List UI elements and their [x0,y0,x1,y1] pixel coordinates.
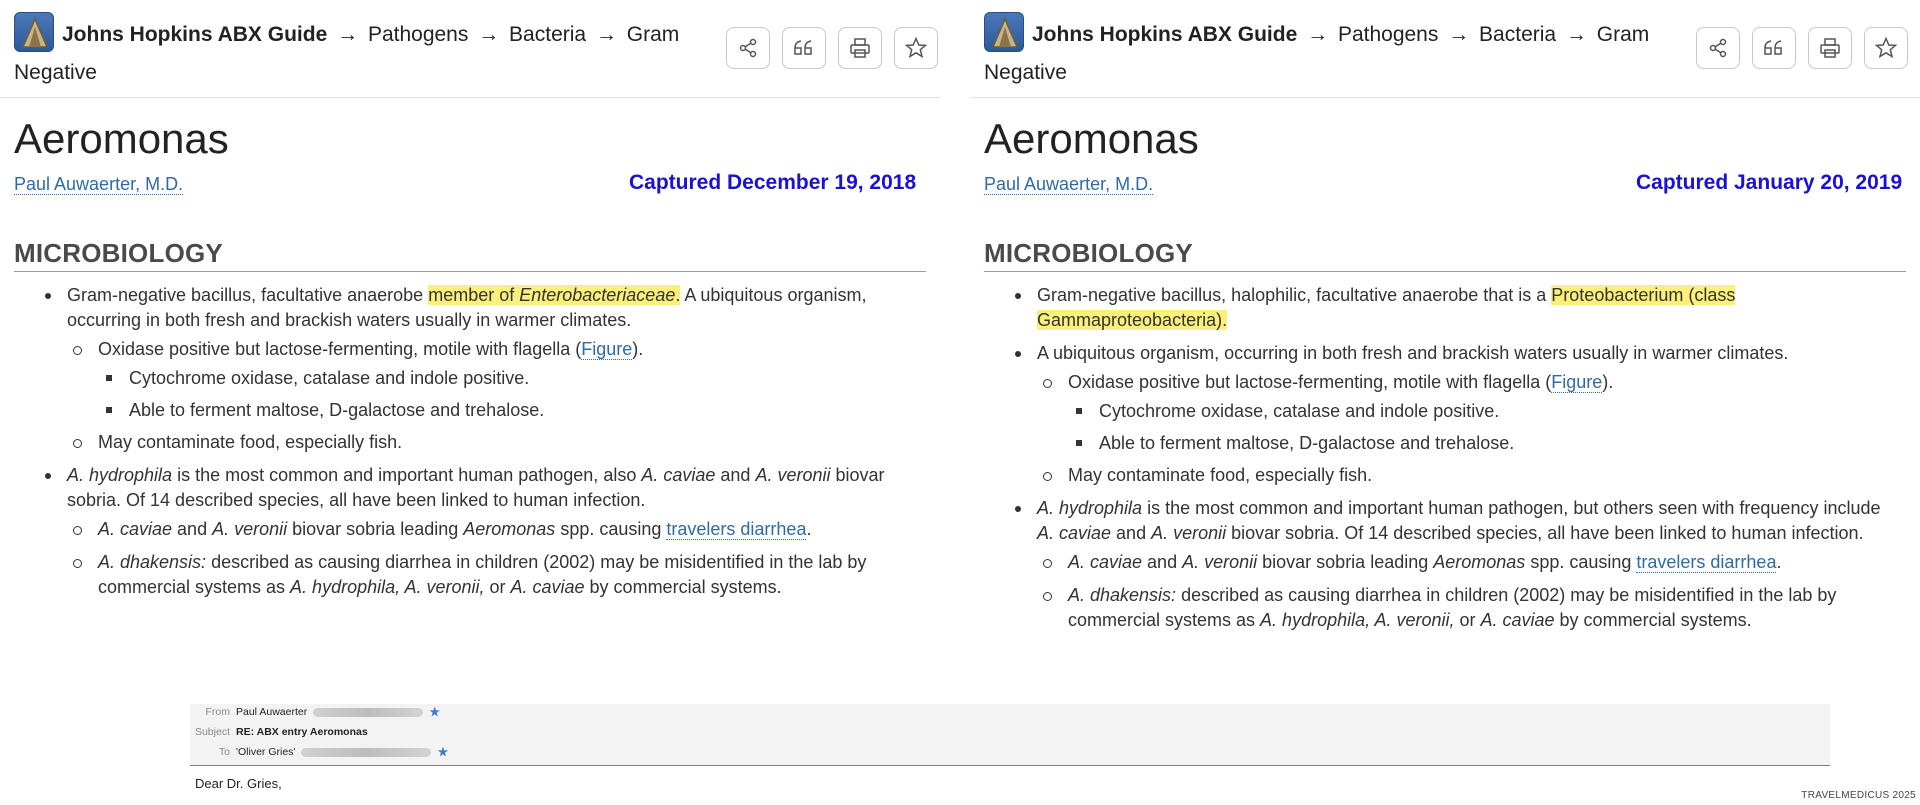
bullet-text: . [806,519,812,539]
breadcrumb-separator: → [595,23,617,46]
left-page-capture [0,0,940,690]
bullet-text: biovar sobria. Of 14 described species, all have been linked to human infection. [1226,523,1864,543]
bullet-text: by commercial systems. [1554,610,1752,630]
travelers-diarrhea-link[interactable]: travelers diarrhea [666,519,807,539]
breadcrumb-negative[interactable]: Negative [14,61,97,84]
bullet-text: Oxidase positive but lactose-fermenting, motile with flagella ( [98,339,582,359]
star-icon [904,36,928,60]
bullet-text: or [484,577,511,597]
species-name: A. hydrophila [67,465,173,485]
redacted-email [313,708,423,717]
page-title: Aeromonas [984,115,1199,162]
bullet-text: and [1111,523,1152,543]
bullet-text: is the most common and important human pathogen, but others seen with frequency include [1142,498,1881,518]
bullet-text: biovar sobria leading [1257,552,1434,572]
author-link[interactable]: Paul Auwaerter, M.D. [984,174,1154,194]
toolbar [726,27,938,69]
breadcrumb-separator: → [478,23,500,46]
figure-link[interactable]: Figure [581,339,633,359]
breadcrumb [14,16,702,84]
bullet-text: by commercial systems. [584,577,782,597]
microbiology-list [984,283,1896,633]
email-greeting: Dear Dr. Gries, [195,776,282,791]
species-name: A. veronii [1151,523,1227,543]
species-name: A. caviae [1037,523,1112,543]
bullet-text: spp. causing [555,519,667,539]
travelers-diarrhea-link[interactable]: travelers diarrhea [1636,552,1777,572]
genus-name: Aeromonas [1433,552,1526,572]
list-item [984,341,1896,488]
recipient-name[interactable]: 'Oliver Gries' [236,746,296,758]
list-item [67,337,914,423]
toolbar [1696,27,1908,69]
contact-star-icon[interactable] [437,747,448,758]
capture-date-label: Captured December 19, 2018 [629,171,917,194]
list-item: Cytochrome oxidase, catalase and indole positive. [98,366,914,391]
top-bar [0,0,940,98]
bullet-text: A ubiquitous organism, occurring in both fresh and brackish waters usually in warmer climates. [1037,343,1789,363]
bullet-text: ). [1602,372,1614,392]
bullet-text: and [715,465,756,485]
print-icon [848,37,872,59]
species-name: A. hydrophila, A. veronii, [1260,610,1455,630]
species-name: A. caviae [510,577,585,597]
list-item [14,463,914,600]
bullet-text: . [1776,552,1782,572]
capture-date-label: Captured January 20, 2019 [1636,171,1903,194]
bullet-text: Gram-negative bacillus, halophilic, facultative anaerobe that is a [1037,285,1552,305]
species-name: A. dhakensis: [1068,585,1177,605]
print-button[interactable] [1808,27,1852,69]
bullet-text: spp. causing [1525,552,1637,572]
watermark: TRAVELMEDICUS 2025 [1801,790,1916,801]
list-item [67,550,914,600]
highlight-text: member of [428,285,520,305]
highlighted-change [428,285,680,305]
list-item: Able to ferment maltose, D-galactose and trehalose. [1068,431,1896,456]
breadcrumb-gram[interactable]: Gram [1596,23,1650,46]
bullet-text: ). [632,339,644,359]
quote-icon [792,37,816,59]
section-heading: MICROBIOLOGY [14,238,926,272]
page-title: Aeromonas [14,115,229,162]
list-item [984,496,1896,633]
breadcrumb-separator: → [337,23,359,46]
species-name: A. caviae [98,519,173,539]
species-name: A. hydrophila, A. veronii, [290,577,485,597]
bullet-text: is the most common and important human pathogen, also [172,465,642,485]
breadcrumb-pathogens[interactable]: Pathogens [367,23,469,46]
cite-button[interactable] [1752,27,1796,69]
from-label: From [205,706,230,718]
abx-guide-logo-icon[interactable] [984,12,1024,52]
breadcrumb-gram[interactable]: Gram [626,23,680,46]
species-name: A. veronii [212,519,288,539]
email-subject-row [190,726,368,738]
contact-star-icon[interactable] [429,707,440,718]
highlight-taxon: Enterobacteriaceae [519,285,676,305]
abx-guide-logo-icon[interactable] [14,12,54,52]
species-name: A. caviae [1480,610,1555,630]
species-name: A. veronii [755,465,831,485]
list-item [67,517,914,542]
bullet-text: described as causing diarrhea in children (2002) may be misidentified in the lab by commercial systems as [98,552,867,597]
redacted-email [301,748,431,757]
author-link[interactable]: Paul Auwaerter, M.D. [14,174,184,194]
list-item [1037,370,1896,456]
list-item: May contaminate food, especially fish. [1037,463,1896,488]
microbiology-list [14,283,914,600]
bullet-text: A ubiquitous organism, occurring in both fresh and brackish waters usually in warmer climates. [67,285,867,330]
figure-link[interactable]: Figure [1551,372,1603,392]
cite-button[interactable] [782,27,826,69]
email-header [190,704,1830,766]
bullet-text: and [172,519,213,539]
breadcrumb-pathogens[interactable]: Pathogens [1337,23,1439,46]
email-to-row [190,746,448,758]
list-item [984,283,1896,333]
bullet-text: biovar sobria leading [287,519,464,539]
bullet-text: Oxidase positive but lactose-fermenting, motile with flagella ( [1068,372,1552,392]
section-heading: MICROBIOLOGY [984,238,1906,272]
subject-label: Subject [194,726,230,738]
favorite-button[interactable] [1864,27,1908,69]
breadcrumb [984,16,1672,84]
breadcrumb-separator: → [1448,23,1470,46]
breadcrumb-bacteria[interactable]: Bacteria [1479,23,1557,46]
share-button[interactable] [726,27,770,69]
breadcrumb-bacteria[interactable]: Bacteria [509,23,587,46]
list-item: Able to ferment maltose, D-galactose and trehalose. [98,398,914,423]
print-button[interactable] [838,27,882,69]
sender-name[interactable]: Paul Auwaerter [236,706,308,718]
breadcrumb-brand[interactable]: Johns Hopkins ABX Guide [62,23,328,46]
species-name: A. caviae [641,465,716,485]
star-icon [1874,36,1898,60]
bullet-text: described as causing diarrhea in children (2002) may be misidentified in the lab by commercial systems as [1068,585,1837,630]
share-icon [737,37,759,59]
genus-name: Aeromonas [463,519,556,539]
highlight-text: . [675,285,681,305]
highlighted-change: Proteobacterium (class Gammaproteobacteria). [1037,285,1736,330]
to-label: To [218,746,230,758]
species-name: A. dhakensis: [98,552,207,572]
bullet-text: or [1454,610,1481,630]
quote-icon [1762,37,1786,59]
email-snippet [190,704,1830,805]
favorite-button[interactable] [894,27,938,69]
email-subject: RE: ABX entry Aeromonas [236,726,368,738]
bullet-text: biovar sobria. Of 14 described species, all have been linked to human infection. [67,465,885,510]
breadcrumb-negative[interactable]: Negative [984,61,1067,84]
share-button[interactable] [1696,27,1740,69]
breadcrumb-separator: → [1307,23,1329,46]
list-item [1037,550,1896,575]
breadcrumb-separator: → [1565,23,1587,46]
share-icon [1707,37,1729,59]
top-bar [970,0,1920,98]
list-item: May contaminate food, especially fish. [67,430,914,455]
right-page-capture [970,0,1920,690]
species-name: A. veronii [1182,552,1258,572]
bullet-text: and [1142,552,1183,572]
print-icon [1818,37,1842,59]
bullet-text: Gram-negative bacillus, facultative anaerobe [67,285,429,305]
list-item: Cytochrome oxidase, catalase and indole positive. [1068,399,1896,424]
list-item [1037,583,1896,633]
email-from-row [190,706,440,718]
list-item [14,283,914,455]
breadcrumb-brand[interactable]: Johns Hopkins ABX Guide [1032,23,1298,46]
species-name: A. hydrophila [1037,498,1143,518]
species-name: A. caviae [1068,552,1143,572]
